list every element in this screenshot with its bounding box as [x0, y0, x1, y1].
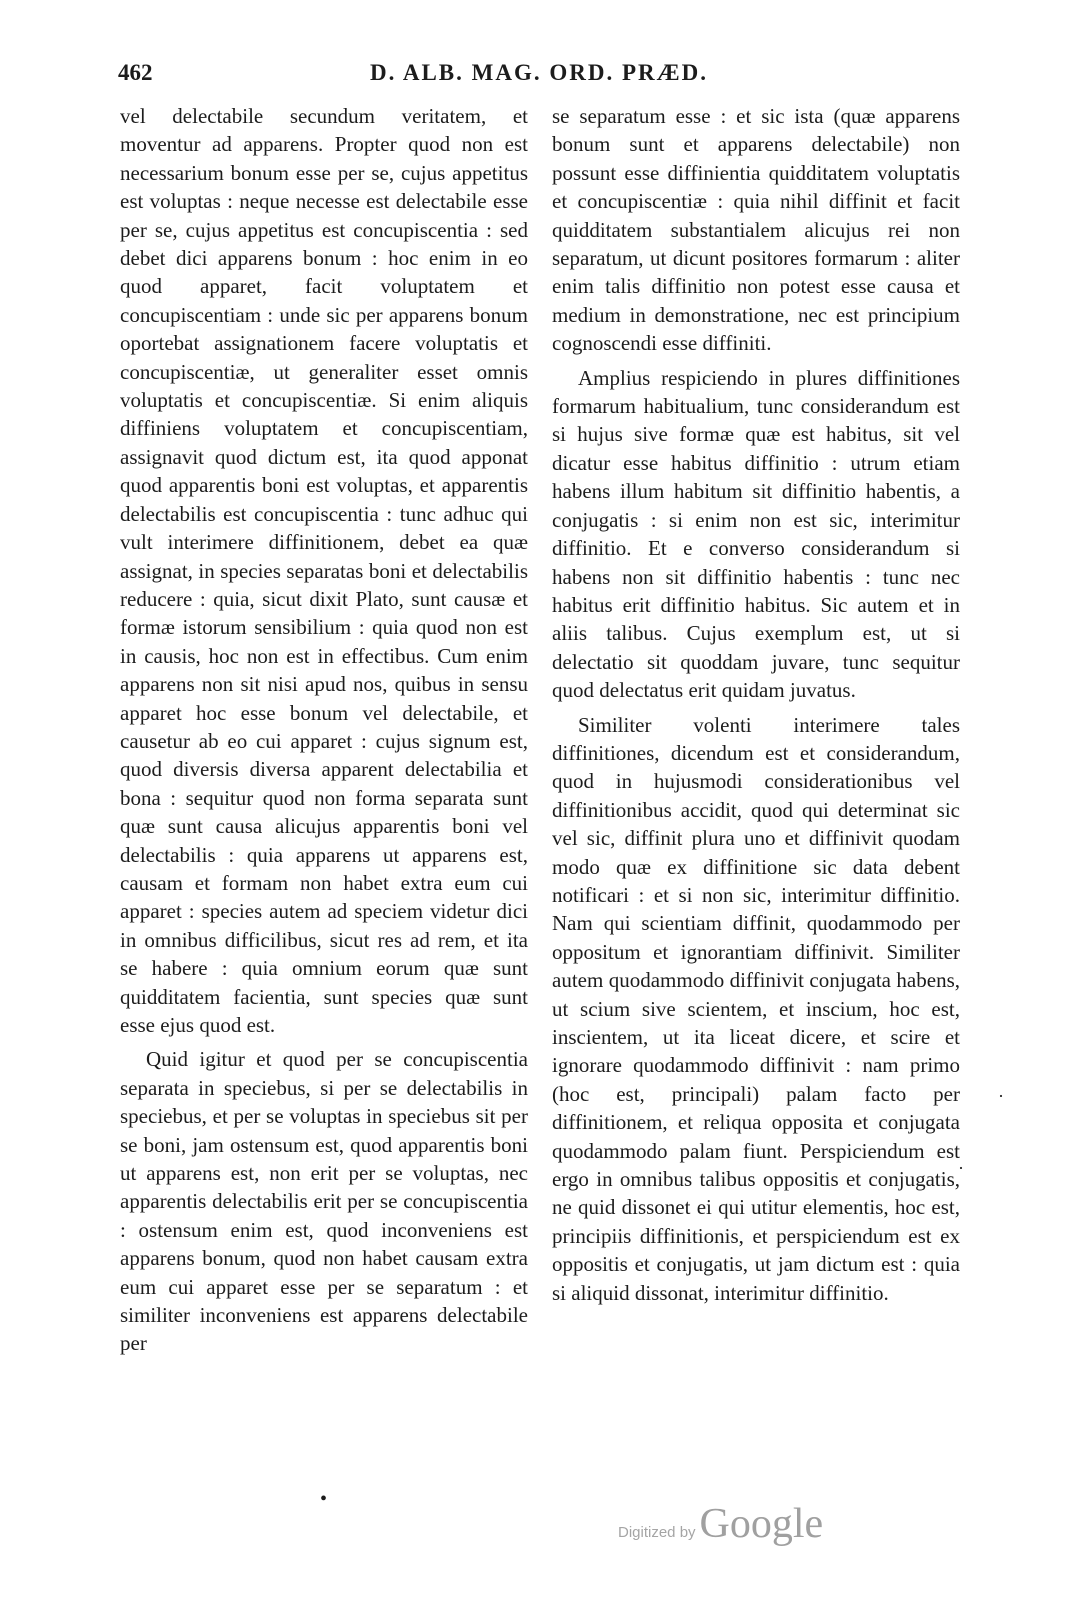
right-paragraph-2: Amplius respiciendo in plures diffinitiones formarum habitualium, tunc considerandum est si hujus sive formæ quæ est habitus, sit vel dicatur esse habitus diffinitio : utrum etiam habens illum habitum sit diffinitio habentis, a conjugatis : si enim non est sic, interimitur diffinitio. Et e converso considerandum si habens non sit diffinitio habentis : tunc nec habitus erit diffinitio habitus. Sic autem et in aliis talibus. Cujus exemplum est, ut si delectatio sit quoddam juvare, tunc sequitur quod delectatus erit quidam juvatus.: [552, 365, 960, 703]
watermark-prefix: Digitized by: [618, 1524, 696, 1541]
digitization-watermark: [618, 1500, 823, 1548]
running-head: D. ALB. MAG. ORD. PRÆD.: [370, 60, 708, 85]
google-logo: Google: [699, 1501, 824, 1547]
footer-dot: •: [320, 1488, 328, 1510]
right-column: [552, 102, 960, 1307]
margin-dot: ·: [998, 1086, 1004, 1106]
left-paragraph-1: vel delectabile secundum veritatem, et moventur ad apparens. Propter quod non est necessarium bonum esse per se, cujus appetitus est voluptas : neque necesse est delectabile esse per se, cujus appetitus est concupiscentia : sed debet dici apparens bonum : hoc enim in eo quod apparet, facit voluptatem et concupiscentiam : unde sic per apparens bonum oportebat assignationem facere voluptatis et concupiscentiæ, ut generaliter esset omnis voluptatis et concupiscentiæ. Si enim aliquis diffiniens voluptatem et concupiscentiam, assignavit quod dictum est, ita quod apponat quod apparentis boni est voluptas, et apparentis delectabilis est concupiscentia : tunc adhuc qui vult interimere diffinitionem, debet ea quæ assignat, in species separatas boni et delectabilis reducere : quia, sicut dixit Plato, sunt causæ et formæ istorum sensibilium : quia quod non est in causis, hoc non est in effectibus. Cum enim apparens non sit nisi apud nos, quibus in sensu apparet hoc esse bonum vel delectabile, et causetur ab eo cui apparet : cujus signum est, quod diversis diversa apparent delectabilia et bona : sequitur quod non forma separata sunt quæ sunt causa alicujus apparentis boni vel delectabilis : quia apparens ut apparens est, causam et formam non habet extra eum cui apparet : species autem ad speciem videtur dici in omnibus difficilibus, sicut res ad rem, et ita se habere : quia omnium eorum quæ sunt quidditatem facientia, sunt species quæ sunt esse ejus quod est.: [120, 104, 528, 1037]
page-number: 462: [118, 60, 153, 85]
page-header: [118, 60, 960, 96]
left-column: [120, 102, 528, 1358]
right-paragraph-1: se separatum esse : et sic ista (quæ apparens bonum sunt et apparens delectabile) non possunt esse diffinientia quidditatem voluptatis et concupiscentiæ : quia nihil diffinit et facit quidditatem substantialem alicujus rei non separatum, ut dicunt positores formarum : aliter enim talis diffinitio non potest esse causa et medium in demonstratione, nec est principium cognoscendi esse diffiniti.: [552, 104, 960, 356]
right-paragraph-3: Similiter volenti interimere tales diffinitiones, dicendum est et considerandum, quod in hujusmodi considerationibus vel diffinitionibus accidit, quod qui determinat sic vel sic, diffinit plura uno et diffinivit quodam modo quæ ex diffinitione sic data debent notificari : et si non sic, interimitur diffinitio. Nam qui scientiam diffinit, quodammodo per oppositum et ignorantiam diffinivit. Similiter autem quodammodo diffinivit conjugata habens, ut scium sive scientem, et inscium, hoc est, inscientem, ut ita liceat dicere, et scire et ignorare quodammodo diffinivit : nam primo (hoc est, principali) palam facto per diffinitionem, et reliqua opposita et conjugata quodammodo palam fiunt. Perspiciendum est ergo in omnibus talibus oppositis et conjugatis, ne quid dissonet ei qui utitur elementis, hoc est, principiis diffinitionis, et perspiciendum est ex oppositis et conjugatis, ut jam dictum est : quia si aliquid dissonat, interimitur diffinitio.: [552, 712, 960, 1305]
margin-dot: ·: [958, 1158, 964, 1178]
left-paragraph-2: Quid igitur et quod per se concupiscentia separata in speciebus, si per se delectabilis in speciebus, et per se voluptas in speciebus sit per se boni, jam ostensum est, quod apparentis boni ut apparens est, non erit per se voluptas, nec apparentis delectabilis erit per se concupiscentia : ostensum enim est, quod inconveniens est apparens bonum, quod non habet causam extra eum cui apparet esse per se separatum : et similiter inconveniens est apparens delectabile per: [120, 1047, 528, 1356]
